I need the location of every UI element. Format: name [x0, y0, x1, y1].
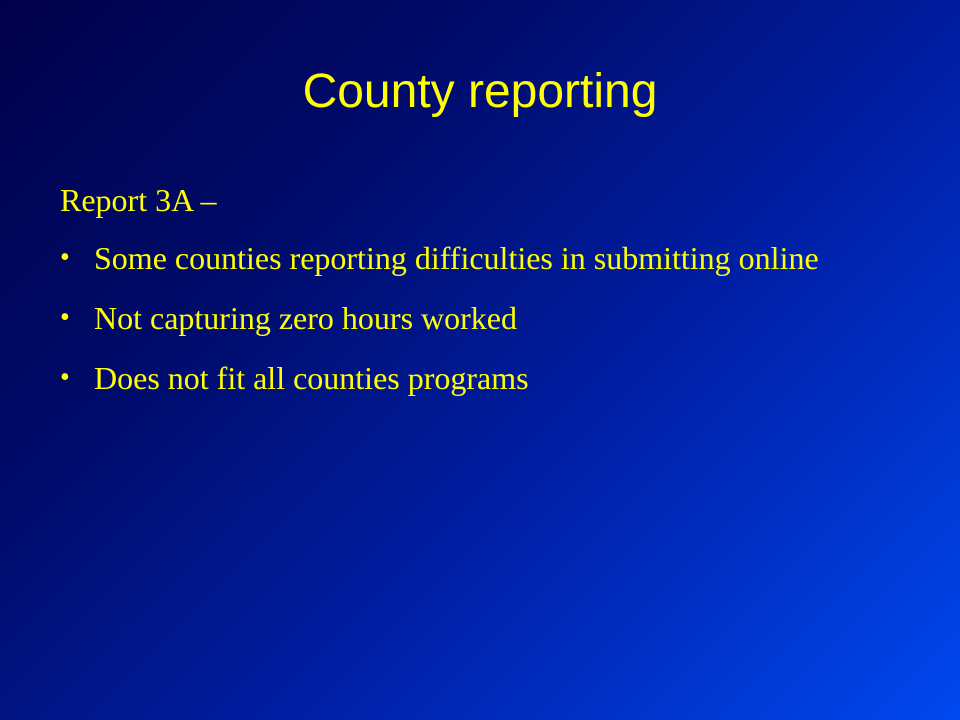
- bullet-item: [60, 298, 880, 338]
- report-heading: Report 3A –: [60, 182, 217, 218]
- bullet-list: [60, 238, 880, 398]
- slide-title: County reporting: [302, 65, 658, 118]
- bullet-text: Not capturing zero hours worked: [94, 300, 517, 336]
- slide-content: [60, 178, 880, 418]
- bullet-icon: •: [60, 302, 70, 333]
- bullet-icon: •: [60, 362, 70, 393]
- bullet-text: Some counties reporting difficulties in submitting online: [94, 240, 819, 276]
- bullet-item: [60, 358, 880, 398]
- bullet-icon: •: [60, 242, 70, 273]
- bullet-item: [60, 238, 880, 278]
- bullet-text: Does not fit all counties programs: [94, 360, 529, 396]
